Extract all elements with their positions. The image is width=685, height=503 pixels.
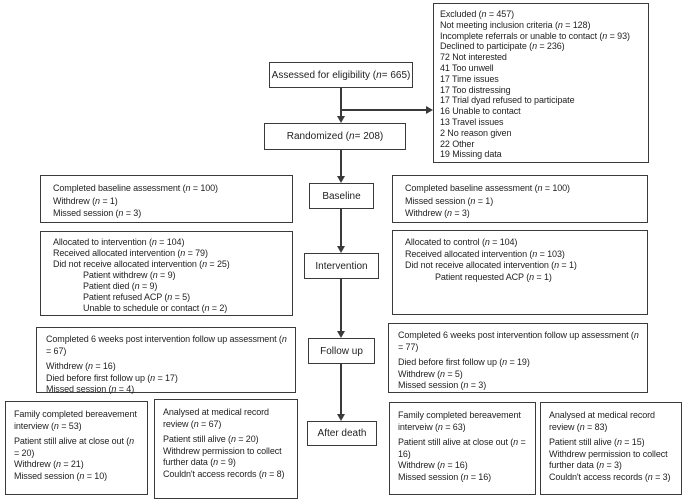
allocated-intervention-box [40, 231, 293, 316]
followup-intervention-arm-box [36, 327, 296, 393]
bereavement-control-arm-box [389, 402, 536, 495]
box-line: Withdrew (n = 3) [405, 208, 470, 218]
baseline-intervention-arm-box [40, 175, 293, 223]
connector-baseline-to-intervention [340, 209, 342, 247]
box-line: Family completed bereavement interveiw (n = 63) [398, 410, 521, 432]
stage-baseline-box: Baseline [309, 183, 374, 209]
followup-control-arm-box [388, 323, 648, 393]
box-line: Withdrew permission to collect further data (n = 3) [549, 448, 668, 470]
box-line: Analysed at medical record review (n = 67) [163, 407, 269, 429]
box-line: Couldn't access records (n = 3) [549, 471, 671, 482]
box-line: Received allocated intervention (n = 79) [53, 248, 208, 258]
excluded-box [433, 3, 649, 163]
connector-randomized-to-baseline [340, 150, 342, 177]
allocated-control-box [392, 230, 648, 315]
connector-intervention-to-followup [340, 279, 342, 332]
box-line: Received allocated intervention (n = 103) [405, 248, 565, 259]
box-line: Not meeting inclusion criteria (n = 128) [440, 19, 591, 30]
box-line: 2 No reason given [440, 127, 512, 138]
assessed-eligibility-box: Assessed for eligibility ( n = 665) [269, 62, 413, 88]
box-line: 17 Too distressing [440, 84, 511, 95]
records-control-arm-box [540, 402, 682, 495]
box-line: Excluded (n = 457) [440, 9, 515, 19]
records-intervention-arm-box [154, 399, 298, 499]
box-line: Missed session (n = 4) [46, 384, 135, 394]
box-line: 19 Missing data [440, 149, 502, 160]
stage-intervention-box: Intervention [304, 253, 379, 279]
box-line: Family completed bereavement interview (n = 53) [14, 409, 137, 431]
box-line: Patient died (n = 9) [83, 281, 158, 291]
box-line: Incomplete referrals or unable to contact (n = 93) [440, 30, 630, 41]
box-line: Patient requested ACP (n = 1) [435, 271, 552, 282]
box-line: 13 Travel issues [440, 116, 504, 127]
box-line: Withdrew (n = 21) [14, 459, 84, 469]
arrowhead-into-intervention [337, 246, 345, 253]
box-line: 16 Unable to contact [440, 106, 521, 117]
box-line: Completed 6 weeks post intervention follow up assessment (n = 77) [398, 330, 639, 352]
box-line: Patient withdrew (n = 9) [83, 270, 176, 280]
box-line: Patient still alive at close out (n = 20) [14, 436, 135, 458]
box-line: Allocated to intervention (n = 104) [53, 237, 185, 247]
bereavement-intervention-arm-box [5, 401, 148, 495]
box-line: Missed session (n = 10) [14, 470, 107, 481]
box-line: Patient still alive at close out (n = 16) [398, 437, 526, 459]
box-line: Unable to schedule or contact (n = 2) [83, 303, 228, 313]
box-line: Analysed at medical record review (n = 83) [549, 410, 655, 432]
box-line: 72 Not interested [440, 52, 507, 63]
arrowhead-into-afterdeath [337, 414, 345, 421]
stage-afterdeath-box: After death [307, 421, 377, 446]
box-line: Did not receive allocated intervention (n = 25) [53, 259, 230, 269]
box-line: Missed session (n = 16) [398, 471, 491, 482]
arrowhead-into-randomized [337, 116, 345, 123]
connector-followup-to-afterdeath [340, 364, 342, 415]
box-line: Died before first follow up (n = 19) [398, 357, 530, 367]
box-line: Completed baseline assessment (n = 100) [53, 183, 218, 193]
box-line: Declined to participate (n = 236) [440, 41, 565, 52]
box-line: Withdrew (n = 16) [46, 361, 116, 371]
randomized-box: Randomized ( n = 208) [264, 123, 406, 150]
box-line: Withdrew (n = 5) [398, 368, 463, 379]
box-line: Did not receive allocated intervention (n = 1) [405, 260, 577, 270]
box-line: Missed session (n = 1) [405, 195, 494, 206]
box-line: Missed session (n = 3) [398, 380, 487, 390]
box-line: Patient still alive (n = 20) [163, 434, 259, 444]
box-line: 41 Too unwell [440, 62, 494, 73]
box-line: Withdrew (n = 1) [53, 195, 118, 206]
stage-followup-box: Follow up [308, 338, 375, 364]
box-line: Patient still alive (n = 15) [549, 437, 645, 447]
box-line: Missed session (n = 3) [53, 208, 142, 218]
connector-assessed-to-randomized [340, 88, 342, 117]
box-line: Completed 6 weeks post intervention follow up assessment (n = 67) [46, 334, 287, 356]
box-line: Patient refused ACP (n = 5) [83, 292, 190, 302]
arrowhead-into-followup [337, 331, 345, 338]
box-line: 22 Other [440, 138, 475, 149]
arrowhead-into-excluded [426, 106, 433, 114]
box-line: Allocated to control (n = 104) [405, 237, 518, 247]
box-line: 17 Time issues [440, 73, 499, 84]
box-line: Couldn't access records (n = 8) [163, 468, 285, 479]
baseline-control-arm-box [392, 175, 648, 223]
box-line: Withdrew permission to collect further data (n = 9) [163, 445, 282, 467]
box-line: Completed baseline assessment (n = 100) [405, 183, 570, 193]
arrowhead-into-baseline [337, 176, 345, 183]
connector-branch-to-excluded [341, 109, 426, 111]
box-line: Withdrew (n = 16) [398, 460, 468, 470]
box-line: 17 Trial dyad refused to participate [440, 95, 575, 106]
box-line: Died before first follow up (n = 17) [46, 372, 178, 383]
